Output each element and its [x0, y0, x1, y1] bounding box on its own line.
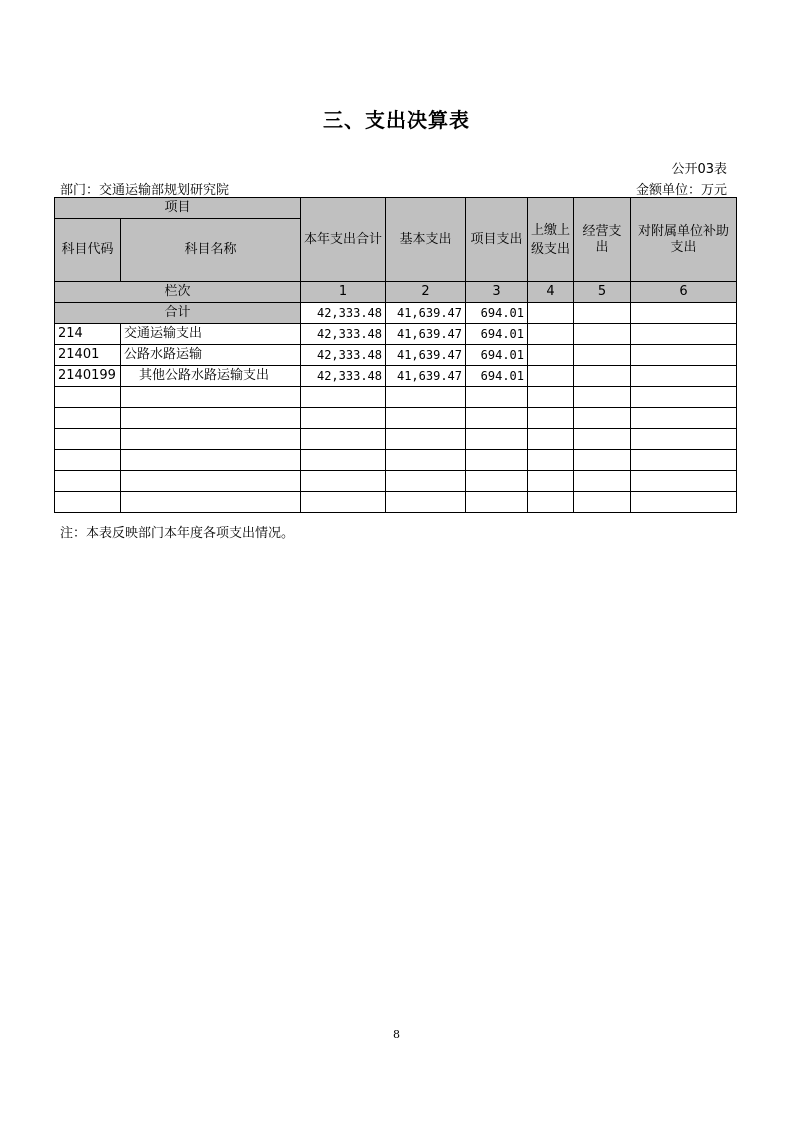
value-cell [574, 324, 631, 345]
subject-name: 其他公路水路运输支出 [121, 366, 301, 387]
value-cell [631, 324, 737, 345]
value-cell [301, 492, 386, 513]
value-cell [466, 492, 528, 513]
value-cell [574, 387, 631, 408]
table-row [55, 345, 737, 366]
value-cell [301, 408, 386, 429]
value-cell [631, 450, 737, 471]
value-cell [528, 429, 574, 450]
total-cell: 694.01 [466, 303, 528, 324]
column-index-number: 5 [574, 282, 631, 303]
value-cell [386, 471, 466, 492]
value-cell: 42,333.48 [301, 324, 386, 345]
header-business: 经营支出 [574, 198, 631, 282]
value-cell [301, 387, 386, 408]
header-project: 项目支出 [466, 198, 528, 282]
value-cell [386, 387, 466, 408]
value-cell [528, 408, 574, 429]
column-index-number: 2 [386, 282, 466, 303]
value-cell [466, 408, 528, 429]
value-cell [574, 429, 631, 450]
value-cell [466, 471, 528, 492]
value-cell [528, 387, 574, 408]
value-cell [574, 492, 631, 513]
value-cell: 41,639.47 [386, 366, 466, 387]
value-cell [631, 408, 737, 429]
value-cell [631, 366, 737, 387]
header-total: 本年支出合计 [301, 198, 386, 282]
header-basic: 基本支出 [386, 198, 466, 282]
subject-name [121, 492, 301, 513]
value-cell [528, 450, 574, 471]
value-cell: 42,333.48 [301, 366, 386, 387]
subject-name [121, 408, 301, 429]
subject-code [55, 408, 121, 429]
column-index-number: 1 [301, 282, 386, 303]
header-code: 科目代码 [55, 219, 121, 282]
value-cell: 42,333.48 [301, 345, 386, 366]
column-index-number: 3 [466, 282, 528, 303]
table-row [55, 492, 737, 513]
department-label: 部门：交通运输部规划研究院 [60, 183, 230, 198]
total-cell [528, 303, 574, 324]
header-name: 科目名称 [121, 219, 301, 282]
subject-name [121, 450, 301, 471]
subject-code [55, 471, 121, 492]
value-cell [631, 492, 737, 513]
total-label: 合计 [55, 303, 301, 324]
header-upper: 上缴上级支出 [528, 198, 574, 282]
value-cell [466, 450, 528, 471]
table-row [55, 366, 737, 387]
value-cell [528, 345, 574, 366]
subject-name [121, 471, 301, 492]
value-cell: 694.01 [466, 324, 528, 345]
value-cell [528, 492, 574, 513]
value-cell [631, 387, 737, 408]
subject-name [121, 387, 301, 408]
value-cell: 41,639.47 [386, 324, 466, 345]
value-cell [386, 429, 466, 450]
header-row-1 [55, 198, 737, 219]
header-item: 项目 [55, 198, 301, 219]
subject-code: 2140199 [55, 366, 121, 387]
table-row [55, 408, 737, 429]
value-cell: 694.01 [466, 345, 528, 366]
value-cell [301, 450, 386, 471]
total-row [55, 303, 737, 324]
value-cell [301, 471, 386, 492]
header-subsidy: 对附属单位补助支出 [631, 198, 737, 282]
value-cell [466, 387, 528, 408]
table-row [55, 471, 737, 492]
value-cell [574, 471, 631, 492]
table-note: 注：本表反映部门本年度各项支出情况。 [60, 526, 295, 541]
subject-name: 公路水路运输 [121, 345, 301, 366]
value-cell [528, 366, 574, 387]
subject-code: 214 [55, 324, 121, 345]
amount-unit-label: 金额单位：万元 [635, 183, 727, 198]
expenditure-table [54, 197, 737, 513]
value-cell [574, 408, 631, 429]
subject-name: 交通运输支出 [121, 324, 301, 345]
value-cell [631, 471, 737, 492]
subject-code: 21401 [55, 345, 121, 366]
value-cell [386, 450, 466, 471]
subject-code [55, 429, 121, 450]
subject-code [55, 387, 121, 408]
column-index-number: 4 [528, 282, 574, 303]
total-cell: 42,333.48 [301, 303, 386, 324]
value-cell [386, 492, 466, 513]
table-row [55, 387, 737, 408]
value-cell [574, 345, 631, 366]
value-cell: 694.01 [466, 366, 528, 387]
page-title: 三、支出决算表 [323, 108, 470, 132]
value-cell [301, 429, 386, 450]
value-cell [631, 429, 737, 450]
subject-name [121, 429, 301, 450]
value-cell [386, 408, 466, 429]
column-index-label: 栏次 [55, 282, 301, 303]
total-cell [631, 303, 737, 324]
subject-code [55, 450, 121, 471]
form-number: 公开03表 [671, 162, 727, 177]
table-row [55, 429, 737, 450]
value-cell [528, 471, 574, 492]
value-cell [528, 324, 574, 345]
total-cell: 41,639.47 [386, 303, 466, 324]
value-cell [466, 429, 528, 450]
total-cell [574, 303, 631, 324]
table-row [55, 324, 737, 345]
value-cell: 41,639.47 [386, 345, 466, 366]
table-row [55, 450, 737, 471]
value-cell [574, 450, 631, 471]
column-index-row [55, 282, 737, 303]
column-index-number: 6 [631, 282, 737, 303]
value-cell [631, 345, 737, 366]
subject-code [55, 492, 121, 513]
page-number: 8 [393, 1028, 400, 1041]
value-cell [574, 366, 631, 387]
